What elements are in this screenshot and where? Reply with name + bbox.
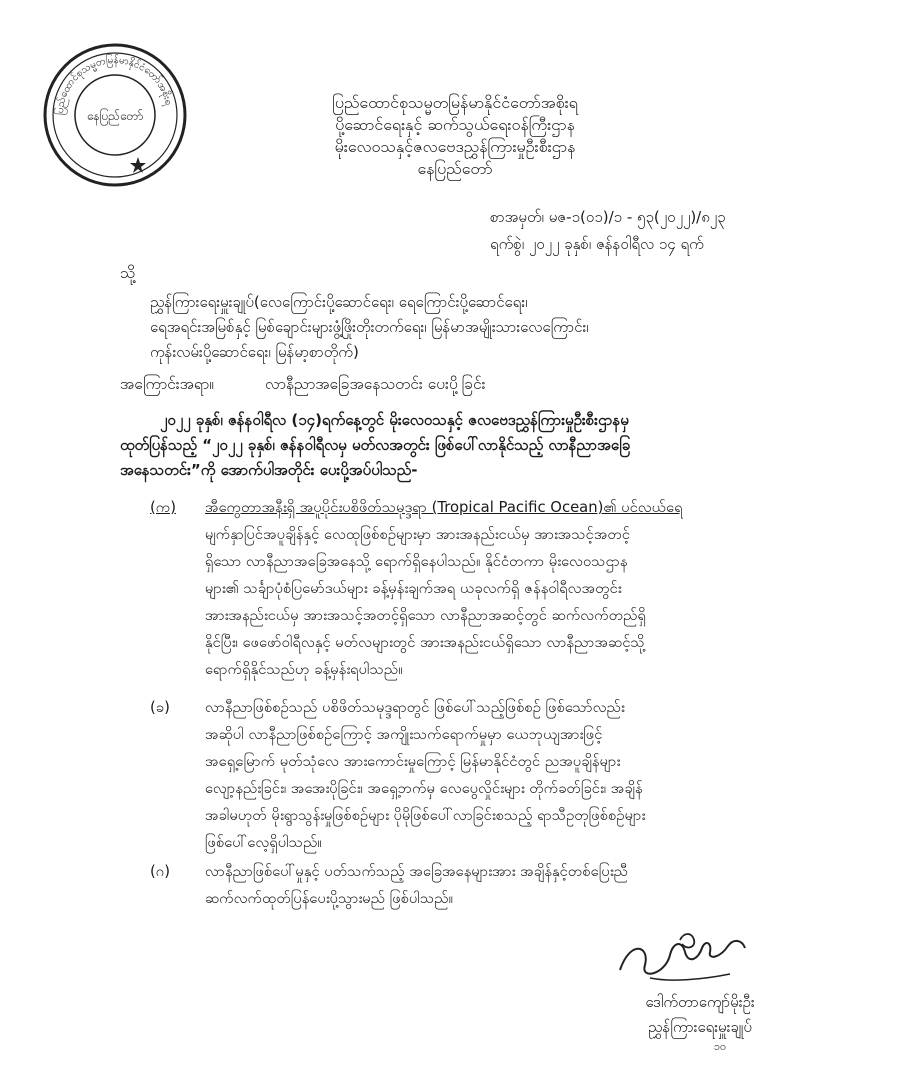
letter-reference [490,204,880,258]
addressee-to: သို့ [120,263,136,282]
recipient [150,290,880,365]
intro-paragraph [120,408,880,483]
item-line: ဖြစ်ပေါ်လေ့ရှိပါသည်။ [205,834,322,851]
list-item [150,494,880,683]
list-item [150,694,880,856]
intro-line: အနေသတင်း”ကို အောက်ပါအတိုင်း ပေးပို့အပ်ပါသည်- [120,461,418,479]
recipient-line: ကုန်းလမ်းပို့ဆောင်ရေး၊ မြန်မာ့စာတိုက်) [150,343,359,361]
item-line: နိုင်ပြီး၊ ဖေဖော်ဝါရီလနှင့် မတ်လများတွင် အားအနည်းငယ်ရှိသော လာနီညာအဆင့်သို့ [205,634,645,651]
list-item [150,858,880,912]
letterhead [285,92,625,180]
intro-line: ထုတ်ပြန်သည့် “၂၀၂၂ ခုနှစ်၊ ဇန်နဝါရီလမှ မတ်လအတွင်း ဖြစ်ပေါ်လာနိုင်သည့် လာနီညာအခြေ [120,436,631,454]
signer-title: ညွှန်ကြားရေးမှူးချုပ် [648,1018,752,1036]
item-line: မျက်နှာပြင်အပူချိန်နှင့် လေထုဖြစ်စဉ်များမှာ အားအနည်းငယ်မှ အားအသင့်အတင့် [205,526,631,543]
subject-text: လာနီညာအခြေအနေသတင်း ပေးပို့ခြင်း [264,375,486,393]
signer-block [600,990,800,1054]
signature [610,930,760,986]
item-number: (ခ) [150,699,170,716]
signer-name: ဒေါက်တာကျော်မိုးဦး [645,993,755,1011]
recipient-line: ရေအရင်းအမြစ်နှင့် မြစ်ချောင်းများဖွံ့ဖြိုးတိုးတက်ရေး၊ မြန်မာအမျိုးသားလေကြောင်း၊ [150,318,589,336]
item-line: ဆက်လက်ထုတ်ပြန်ပေးပို့သွားမည် ဖြစ်ပါသည်။ [205,890,454,907]
item-number: (က) [150,499,177,516]
item-line: အားအနည်းငယ်မှ အားအသင့်အတင့်ရှိသော လာနီညာအဆင့်တွင် ဆက်လက်တည်ရှိ [205,607,646,624]
intro-line: ၂၀၂၂ ခုနှစ်၊ ဇန်နဝါရီလ (၁၄)ရက်နေ့တွင် မိုးလေဝသနှင့် ဇလဗေဒညွှန်ကြားမှုဦးစီးဌာနမှ [160,411,629,429]
item-line: လျော့နည်းခြင်း၊ အအေးပိုခြင်း၊ အရှေ့ဘက်မှ လေပွေလှိုင်းများ တိုက်ခတ်ခြင်း၊ အချိန် [205,780,643,797]
item-line: အဆိုပါ လာနီညာဖြစ်စဉ်ကြောင့် အကျိုးသက်ရောက်မှုမှာ ယေဘုယျအားဖြင့် [205,726,603,743]
subject-label: အကြောင်းအရာ။ [120,375,214,393]
seal-ring-text: ပြည်ထောင်စုသမ္မတမြန်မာနိုင်ငံတော်အစိုးရ [54,54,175,116]
item-line: ရှိသော လာနီညာအခြေအနေသို့ ရောက်ရှိနေပါသည်။ နိုင်ငံတကာ မိုးလေဝသဌာန [205,553,628,570]
letter-date: ရက်စွဲ၊ ၂၀၂၂ ခုနှစ်၊ ဇန်နဝါရီလ ၁၄ ရက် [490,235,704,253]
item-line: အီကွေတာအနီးရှိ အပူပိုင်းပစိဖိတ်သမုဒ္ဒရာ (Tropical Pacific Ocean)၏ ပင်လယ်ရေ [205,499,683,516]
official-seal [40,40,190,190]
header-department: မိုးလေဝသနှင့်ဇလဗေဒညွှန်ကြားမှုဦးစီးဌာန [334,137,576,156]
recipient-line: ညွှန်ကြားရေးမှူးချုပ်(လေကြောင်းပို့ဆောင်ရေး၊ ရေကြောင်းပို့ဆောင်ရေး၊ [150,293,528,311]
header-location: နေပြည်တော် [417,159,493,178]
item-line: ရောက်ရှိနိုင်သည်ဟု ခန့်မှန်းရပါသည်။ [205,661,403,678]
item-line: များ၏ သင်္ချာပုံစံပြမော်ဒယ်များ ခန့်မှန်းချက်အရ ယခုလက်ရှိ ဇန်နဝါရီလအတွင်း [205,580,622,597]
item-number: (ဂ) [150,863,170,880]
header-ministry: ပို့ဆောင်ရေးနှင့် ဆက်သွယ်ရေးဝန်ကြီးဌာန [335,115,575,134]
subject-line [120,372,880,396]
item-line: အရှေ့မြောက် မုတ်သုံလေ အားကောင်းမှုကြောင့် မြန်မာနိုင်ငံတွင် ညအပူချိန်များ [205,753,621,770]
item-line: လာနီညာဖြစ်စဉ်သည် ပစိဖိတ်သမုဒ္ဒရာတွင် ဖြစ်ပေါ်သည့်ဖြစ်စဉ် ဖြစ်သော်လည်း [205,699,625,716]
signer-mark: ၁၀ [713,1040,727,1053]
item-line: အခါမဟုတ် မိုးရွာသွန်းမှုဖြစ်စဉ်များ ပိုမိုဖြစ်ပေါ်လာခြင်းစသည့် ရာသီဥတုဖြစ်စဉ်များ [205,807,646,824]
item-line: လာနီညာဖြစ်ပေါ်မှုနှင့် ပတ်သက်သည့် အခြေအနေများအား အချိန်နှင့်တစ်ပြေးညီ [205,863,628,880]
seal-center-text: နေပြည်တော် [86,109,144,123]
letter-number: စာအမှတ်၊ မဇ-၁(၀၁)/၁ - ၅၃(၂၀၂၂)/၈၂၃ [490,208,726,226]
header-government: ပြည်ထောင်စုသမ္မတမြန်မာနိုင်ငံတော်အစိုးရ [332,93,578,112]
